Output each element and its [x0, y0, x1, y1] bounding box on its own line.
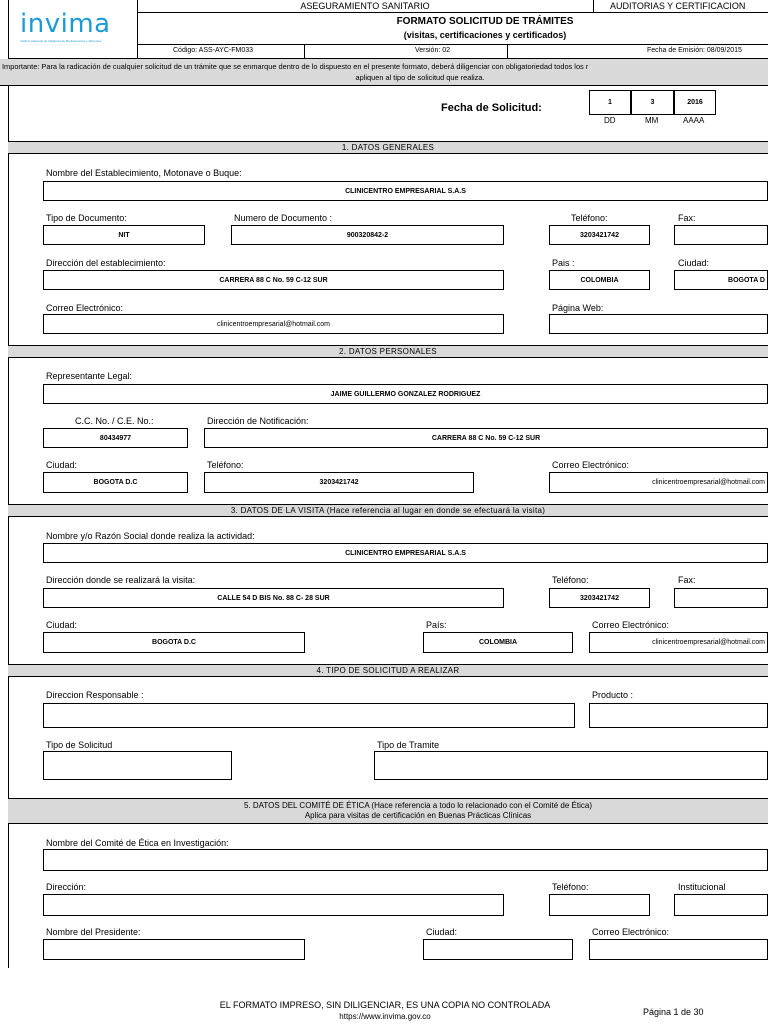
req-type-field[interactable] [43, 751, 232, 780]
header-divider-code [304, 44, 305, 59]
cc-field[interactable]: 80434977 [43, 428, 188, 448]
country-field[interactable]: COLOMBIA [549, 270, 650, 290]
committee-label: Nombre del Comité de Ética en Investigación: [46, 838, 229, 848]
visit-address-field[interactable]: CALLE 54 D BIS No. 88 C- 28 SUR [43, 588, 504, 608]
header-row1-line [137, 12, 768, 13]
establishment-field[interactable]: CLINICENTRO EMPRESARIAL S.A.S [43, 181, 768, 201]
form-left-border [8, 86, 9, 968]
rep-city-field[interactable]: BOGOTA D.C [43, 472, 188, 493]
committee-email-field[interactable] [589, 939, 768, 960]
visit-country-label: País: [426, 620, 447, 630]
fax-label: Fax: [678, 213, 696, 223]
city-label: Ciudad: [678, 258, 710, 268]
section5-title-line1: 5. DATOS DEL COMITÉ DE ÉTICA (Hace referencia a todo lo relacionado con el Comité de Ética) [244, 801, 592, 810]
product-label: Producto : [592, 690, 634, 700]
footer-page-number: Página 1 de 30 [643, 1007, 704, 1017]
notice-line1: Importante: Para la radicación de cualquier solicitud de un trámite que se enmarque dentro de lo dispuesto en el presente formato, deberá diligenciar con obligatoriedad todos los r [2, 62, 589, 71]
address-field[interactable]: CARRERA 88 C No. 59 C-12 SUR [43, 270, 504, 290]
visit-phone-label: Teléfono: [552, 575, 589, 585]
notif-field[interactable]: CARRERA 88 C No. 59 C-12 SUR [204, 428, 768, 448]
resp-field[interactable] [43, 703, 575, 728]
form-title-line1: FORMATO SOLICITUD DE TRÁMITES [396, 16, 574, 27]
form-emission-date: Fecha de Emisión: 08/09/2015 [647, 47, 742, 54]
committee-phone-label: Teléfono: [552, 882, 589, 892]
request-year-caption: AAAA [683, 116, 705, 125]
footer-note: EL FORMATO IMPRESO, SIN DILIGENCIAR, ES UNA COPIA NO CONTROLADA [219, 1000, 551, 1010]
header-area: AUDITORIAS Y CERTIFICACION [610, 1, 746, 11]
doc-type-field[interactable]: NIT [43, 225, 205, 245]
phone-label: Teléfono: [571, 213, 608, 223]
request-day-caption: DD [604, 116, 616, 125]
committee-field[interactable] [43, 849, 768, 871]
product-field[interactable] [589, 703, 768, 728]
visit-fax-field[interactable] [674, 588, 768, 608]
visit-name-field[interactable]: CLINICENTRO EMPRESARIAL S.A.S [43, 543, 768, 563]
email-label: Correo Electrónico: [46, 303, 124, 313]
form-version: Versión: 02 [415, 47, 451, 54]
rep-label: Representante Legal: [46, 371, 133, 381]
req-type-label: Tipo de Solicitud [46, 740, 113, 750]
request-year-field[interactable]: 2016 [674, 90, 716, 115]
logo-tagline: Instituto Nacional de Vigilancia de Medicamentos y Alimentos [20, 39, 102, 43]
doc-number-field[interactable]: 900320842-2 [231, 225, 504, 245]
institutional-label: Institucional [678, 882, 726, 892]
visit-city-label: Ciudad: [46, 620, 78, 630]
header-dept: ASEGURAMIENTO SANITARIO [300, 1, 430, 11]
committee-phone-field[interactable] [549, 894, 650, 916]
header-divider-version [507, 44, 508, 59]
web-label: Página Web: [552, 303, 604, 313]
footer-url: https://www.invima.gov.co [339, 1012, 431, 1021]
section2-header: 2. DATOS PERSONALES [8, 345, 768, 358]
request-month-field[interactable]: 3 [631, 90, 674, 115]
web-field[interactable] [549, 314, 768, 334]
rep-field[interactable]: JAIME GUILLERMO GONZALEZ RODRIGUEZ [43, 384, 768, 404]
visit-email-label: Correo Electrónico: [592, 620, 670, 630]
proc-type-field[interactable] [374, 751, 768, 780]
logo-text: invima [20, 9, 111, 39]
rep-phone-label: Teléfono: [207, 460, 244, 470]
visit-email-field[interactable]: clinicentroempresarial@hotmail.com [589, 632, 768, 653]
committee-city-label: Ciudad: [426, 927, 458, 937]
section1-header: 1. DATOS GENERALES [8, 141, 768, 154]
president-field[interactable] [43, 939, 305, 960]
city-field[interactable]: BOGOTA D [674, 270, 768, 290]
rep-phone-field[interactable]: 3203421742 [204, 472, 474, 493]
committee-email-label: Correo Electrónico: [592, 927, 670, 937]
notice-line2: apliquen al tipo de solicitud que realiza. [355, 73, 485, 82]
phone-field[interactable]: 3203421742 [549, 225, 650, 245]
request-month-caption: MM [645, 116, 659, 125]
rep-email-label: Correo Electrónico: [552, 460, 630, 470]
visit-country-field[interactable]: COLOMBIA [423, 632, 573, 653]
email-field[interactable]: clinicentroempresarial@hotmail.com [43, 314, 504, 334]
doc-number-label: Numero de Documento : [234, 213, 333, 223]
header-row2-line [137, 44, 768, 45]
rep-city-label: Ciudad: [46, 460, 78, 470]
notif-label: Dirección de Notificación: [207, 416, 309, 426]
proc-type-label: Tipo de Tramite [377, 740, 440, 750]
cc-label: C.C. No. / C.E. No.: [75, 416, 154, 426]
president-label: Nombre del Presidente: [46, 927, 141, 937]
request-date-label: Fecha de Solicitud: [441, 102, 542, 114]
address-label: Dirección del establecimiento: [46, 258, 166, 268]
form-code: Código: ASS-AYC-FM033 [173, 47, 254, 54]
fax-field[interactable] [674, 225, 768, 245]
visit-fax-label: Fax: [678, 575, 696, 585]
visit-city-field[interactable]: BOGOTA D.C [43, 632, 305, 653]
committee-city-field[interactable] [423, 939, 573, 960]
visit-name-label: Nombre y/o Razón Social donde realiza la actividad: [46, 531, 255, 541]
committee-address-label: Dirección: [46, 882, 87, 892]
visit-phone-field[interactable]: 3203421742 [549, 588, 650, 608]
section4-header: 4. TIPO DE SOLICITUD A REALIZAR [8, 664, 768, 677]
form-title-line2: (visitas, certificaciones y certificados) [403, 30, 567, 40]
header-divider-area [593, 0, 594, 12]
country-label: Pais : [552, 258, 575, 268]
doc-type-label: Tipo de Documento: [46, 213, 127, 223]
request-day-field[interactable]: 1 [589, 90, 631, 115]
visit-address-label: Dirección donde se realizará la visita: [46, 575, 196, 585]
invima-logo [20, 10, 130, 50]
rep-email-field[interactable]: clinicentroempresarial@hotmail.com [549, 472, 768, 493]
section5-title-line2: Aplica para visitas de certificación en Buenas Prácticas Clínicas [304, 811, 532, 820]
section3-header: 3. DATOS DE LA VISITA (Hace referencia al lugar en donde se efectuará la visita) [8, 504, 768, 517]
establishment-label: Nombre del Establecimiento, Motonave o Buque: [46, 168, 242, 178]
institutional-field[interactable] [674, 894, 768, 916]
committee-address-field[interactable] [43, 894, 504, 916]
resp-label: Direccion Responsable : [46, 690, 144, 700]
